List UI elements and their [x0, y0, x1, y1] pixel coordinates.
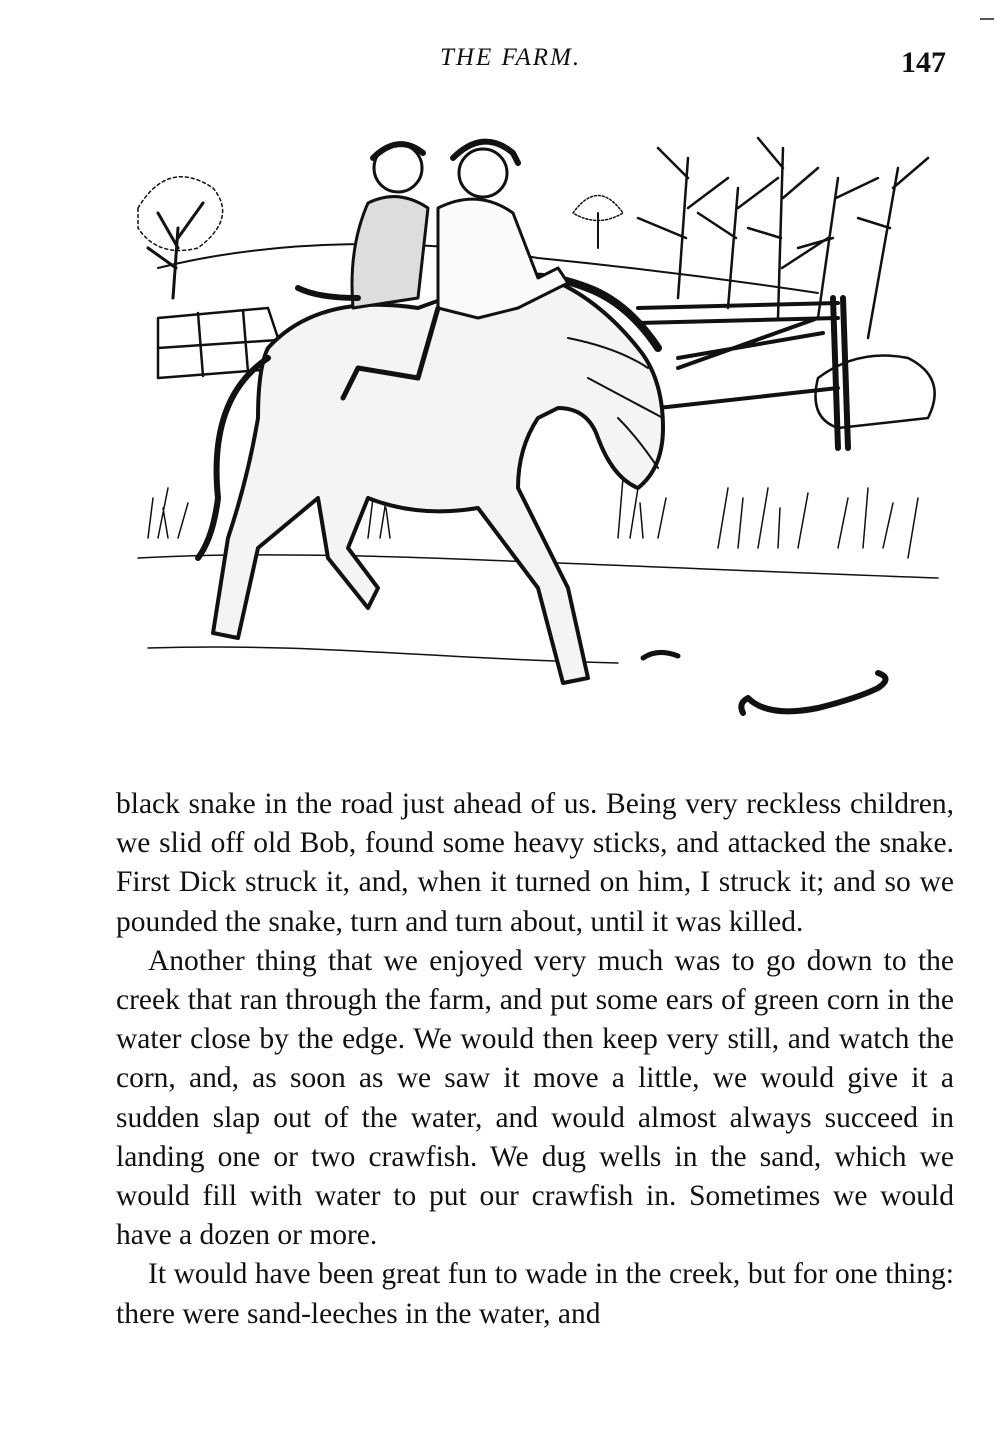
- running-head: THE FARM.: [440, 44, 582, 71]
- body-text: [116, 785, 954, 1334]
- margin-mark: [980, 18, 994, 20]
- page-number: 147: [901, 46, 946, 79]
- wooden-fence: [638, 298, 848, 448]
- paragraph: It would have been great fun to wade in the creek, but for one thing: there were sand-leeches in the water, and: [116, 1258, 954, 1330]
- frog-icon: [643, 652, 678, 658]
- left-tree-icon: [138, 177, 223, 298]
- paragraph: Another thing that we enjoyed very much was to go down to the creek that ran through the farm, and put some ears of green corn in the water close by the edge. We would then keep very still, and watch the corn, and, as soon as we saw it move a little, we would give it a sudden slap out of the water, and would almost always succeed in landing one or two crawfish. We dug wells in the sand, which we would fill with water to put our crawfish in. Sometimes we would have a dozen or more.: [116, 944, 954, 1252]
- snake-icon: [741, 673, 885, 713]
- paragraph: black snake in the road just ahead of us. Being very reckless children, we slid off old Bob, found some heavy sticks, and attacked the snake. First Dick struck it, and, when it turned on him, I struck it; and so we pounded the snake, turn and turn about, until it was killed.: [116, 788, 954, 938]
- engraving-illustration: [118, 118, 954, 748]
- distant-tree-icon: [573, 196, 623, 249]
